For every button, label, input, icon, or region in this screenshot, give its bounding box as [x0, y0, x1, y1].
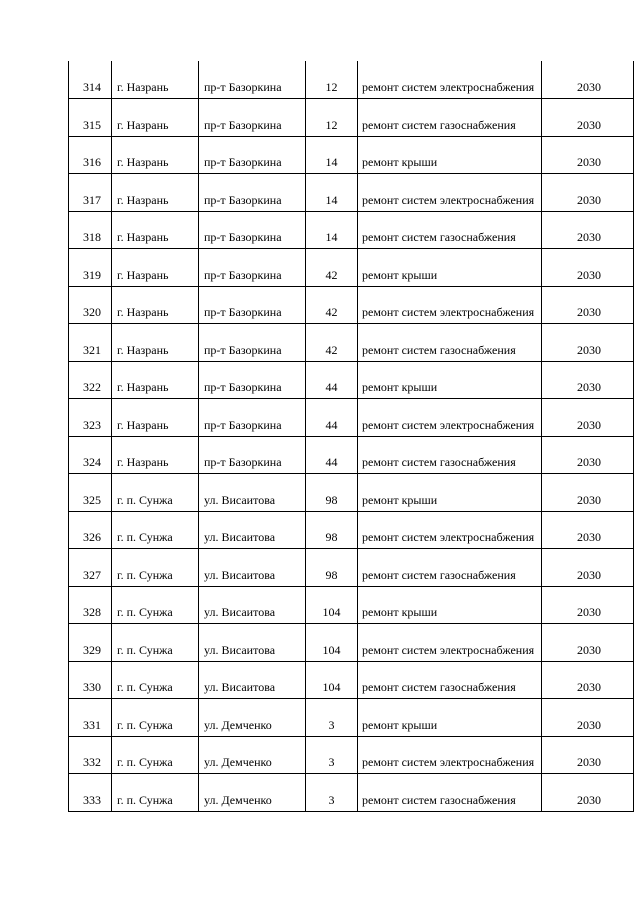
- street-cell: пр-т Базоркина: [199, 436, 306, 474]
- table-row: [69, 774, 634, 812]
- city-cell: г. п. Сунжа: [112, 699, 199, 737]
- city-cell: г. Назрань: [112, 211, 199, 249]
- house-number-cell: 42: [306, 324, 358, 362]
- house-number-cell: 14: [306, 211, 358, 249]
- table-row: [69, 511, 634, 549]
- street-cell: пр-т Базоркина: [199, 61, 306, 99]
- table-row: [69, 136, 634, 174]
- year-cell: 2030: [542, 286, 634, 324]
- work-type-cell: ремонт систем электроснабжения: [358, 174, 542, 212]
- row-number: 316: [69, 136, 112, 174]
- year-cell: 2030: [542, 661, 634, 699]
- city-cell: г. п. Сунжа: [112, 661, 199, 699]
- row-number: 321: [69, 324, 112, 362]
- work-type-cell: ремонт систем газоснабжения: [358, 774, 542, 812]
- street-cell: пр-т Базоркина: [199, 324, 306, 362]
- street-cell: ул. Демченко: [199, 774, 306, 812]
- table-row: [69, 549, 634, 587]
- house-number-cell: 12: [306, 99, 358, 137]
- street-cell: пр-т Базоркина: [199, 361, 306, 399]
- city-cell: г. Назрань: [112, 286, 199, 324]
- table-row: [69, 699, 634, 737]
- row-number: 315: [69, 99, 112, 137]
- row-number: 314: [69, 61, 112, 99]
- table-row: [69, 736, 634, 774]
- work-type-cell: ремонт систем электроснабжения: [358, 736, 542, 774]
- row-number: 318: [69, 211, 112, 249]
- row-number: 320: [69, 286, 112, 324]
- year-cell: 2030: [542, 774, 634, 812]
- city-cell: г. п. Сунжа: [112, 511, 199, 549]
- street-cell: пр-т Базоркина: [199, 399, 306, 437]
- year-cell: 2030: [542, 511, 634, 549]
- table-row: [69, 174, 634, 212]
- work-type-cell: ремонт крыши: [358, 361, 542, 399]
- row-number: 333: [69, 774, 112, 812]
- street-cell: ул. Демченко: [199, 699, 306, 737]
- street-cell: пр-т Базоркина: [199, 249, 306, 287]
- year-cell: 2030: [542, 586, 634, 624]
- row-number: 328: [69, 586, 112, 624]
- year-cell: 2030: [542, 436, 634, 474]
- street-cell: ул. Висаитова: [199, 586, 306, 624]
- row-number: 327: [69, 549, 112, 587]
- city-cell: г. Назрань: [112, 136, 199, 174]
- year-cell: 2030: [542, 361, 634, 399]
- work-type-cell: ремонт крыши: [358, 586, 542, 624]
- house-number-cell: 14: [306, 174, 358, 212]
- house-number-cell: 104: [306, 661, 358, 699]
- street-cell: пр-т Базоркина: [199, 136, 306, 174]
- year-cell: 2030: [542, 699, 634, 737]
- work-type-cell: ремонт систем электроснабжения: [358, 511, 542, 549]
- city-cell: г. п. Сунжа: [112, 586, 199, 624]
- house-number-cell: 98: [306, 549, 358, 587]
- house-number-cell: 3: [306, 774, 358, 812]
- city-cell: г. Назрань: [112, 174, 199, 212]
- street-cell: пр-т Базоркина: [199, 99, 306, 137]
- work-type-cell: ремонт крыши: [358, 136, 542, 174]
- work-type-cell: ремонт систем электроснабжения: [358, 624, 542, 662]
- street-cell: ул. Висаитова: [199, 511, 306, 549]
- house-number-cell: 14: [306, 136, 358, 174]
- table-row: [69, 324, 634, 362]
- work-type-cell: ремонт систем газоснабжения: [358, 661, 542, 699]
- table-body: [69, 61, 634, 811]
- row-number: 330: [69, 661, 112, 699]
- work-type-cell: ремонт крыши: [358, 474, 542, 512]
- year-cell: 2030: [542, 399, 634, 437]
- year-cell: 2030: [542, 61, 634, 99]
- house-number-cell: 42: [306, 249, 358, 287]
- row-number: 329: [69, 624, 112, 662]
- street-cell: пр-т Базоркина: [199, 174, 306, 212]
- table-row: [69, 361, 634, 399]
- work-type-cell: ремонт систем газоснабжения: [358, 549, 542, 587]
- city-cell: г. п. Сунжа: [112, 774, 199, 812]
- table-row: [69, 286, 634, 324]
- work-type-cell: ремонт крыши: [358, 249, 542, 287]
- house-number-cell: 12: [306, 61, 358, 99]
- year-cell: 2030: [542, 324, 634, 362]
- row-number: 325: [69, 474, 112, 512]
- house-number-cell: 44: [306, 361, 358, 399]
- row-number: 319: [69, 249, 112, 287]
- street-cell: ул. Висаитова: [199, 624, 306, 662]
- row-number: 324: [69, 436, 112, 474]
- street-cell: ул. Висаитова: [199, 661, 306, 699]
- city-cell: г. Назрань: [112, 324, 199, 362]
- work-type-cell: ремонт систем электроснабжения: [358, 61, 542, 99]
- work-type-cell: ремонт систем газоснабжения: [358, 211, 542, 249]
- city-cell: г. п. Сунжа: [112, 624, 199, 662]
- work-type-cell: ремонт систем газоснабжения: [358, 436, 542, 474]
- street-cell: пр-т Базоркина: [199, 286, 306, 324]
- city-cell: г. Назрань: [112, 99, 199, 137]
- year-cell: 2030: [542, 549, 634, 587]
- table-row: [69, 249, 634, 287]
- year-cell: 2030: [542, 249, 634, 287]
- house-number-cell: 98: [306, 474, 358, 512]
- street-cell: ул. Висаитова: [199, 549, 306, 587]
- table-row: [69, 61, 634, 99]
- table-row: [69, 474, 634, 512]
- row-number: 331: [69, 699, 112, 737]
- row-number: 322: [69, 361, 112, 399]
- house-number-cell: 3: [306, 736, 358, 774]
- table-row: [69, 399, 634, 437]
- table-row: [69, 586, 634, 624]
- city-cell: г. п. Сунжа: [112, 736, 199, 774]
- year-cell: 2030: [542, 474, 634, 512]
- street-cell: ул. Демченко: [199, 736, 306, 774]
- table-row: [69, 99, 634, 137]
- house-number-cell: 104: [306, 624, 358, 662]
- year-cell: 2030: [542, 211, 634, 249]
- house-number-cell: 44: [306, 436, 358, 474]
- table-row: [69, 436, 634, 474]
- year-cell: 2030: [542, 624, 634, 662]
- house-number-cell: 98: [306, 511, 358, 549]
- work-type-cell: ремонт крыши: [358, 699, 542, 737]
- table-row: [69, 624, 634, 662]
- work-type-cell: ремонт систем электроснабжения: [358, 286, 542, 324]
- repair-schedule-table: [68, 61, 634, 812]
- year-cell: 2030: [542, 736, 634, 774]
- house-number-cell: 44: [306, 399, 358, 437]
- house-number-cell: 3: [306, 699, 358, 737]
- row-number: 323: [69, 399, 112, 437]
- city-cell: г. Назрань: [112, 249, 199, 287]
- city-cell: г. п. Сунжа: [112, 549, 199, 587]
- row-number: 332: [69, 736, 112, 774]
- work-type-cell: ремонт систем электроснабжения: [358, 399, 542, 437]
- city-cell: г. Назрань: [112, 361, 199, 399]
- house-number-cell: 42: [306, 286, 358, 324]
- year-cell: 2030: [542, 174, 634, 212]
- street-cell: ул. Висаитова: [199, 474, 306, 512]
- city-cell: г. Назрань: [112, 436, 199, 474]
- city-cell: г. п. Сунжа: [112, 474, 199, 512]
- row-number: 317: [69, 174, 112, 212]
- street-cell: пр-т Базоркина: [199, 211, 306, 249]
- row-number: 326: [69, 511, 112, 549]
- year-cell: 2030: [542, 99, 634, 137]
- table-row: [69, 661, 634, 699]
- table-row: [69, 211, 634, 249]
- work-type-cell: ремонт систем газоснабжения: [358, 324, 542, 362]
- city-cell: г. Назрань: [112, 61, 199, 99]
- work-type-cell: ремонт систем газоснабжения: [358, 99, 542, 137]
- house-number-cell: 104: [306, 586, 358, 624]
- city-cell: г. Назрань: [112, 399, 199, 437]
- year-cell: 2030: [542, 136, 634, 174]
